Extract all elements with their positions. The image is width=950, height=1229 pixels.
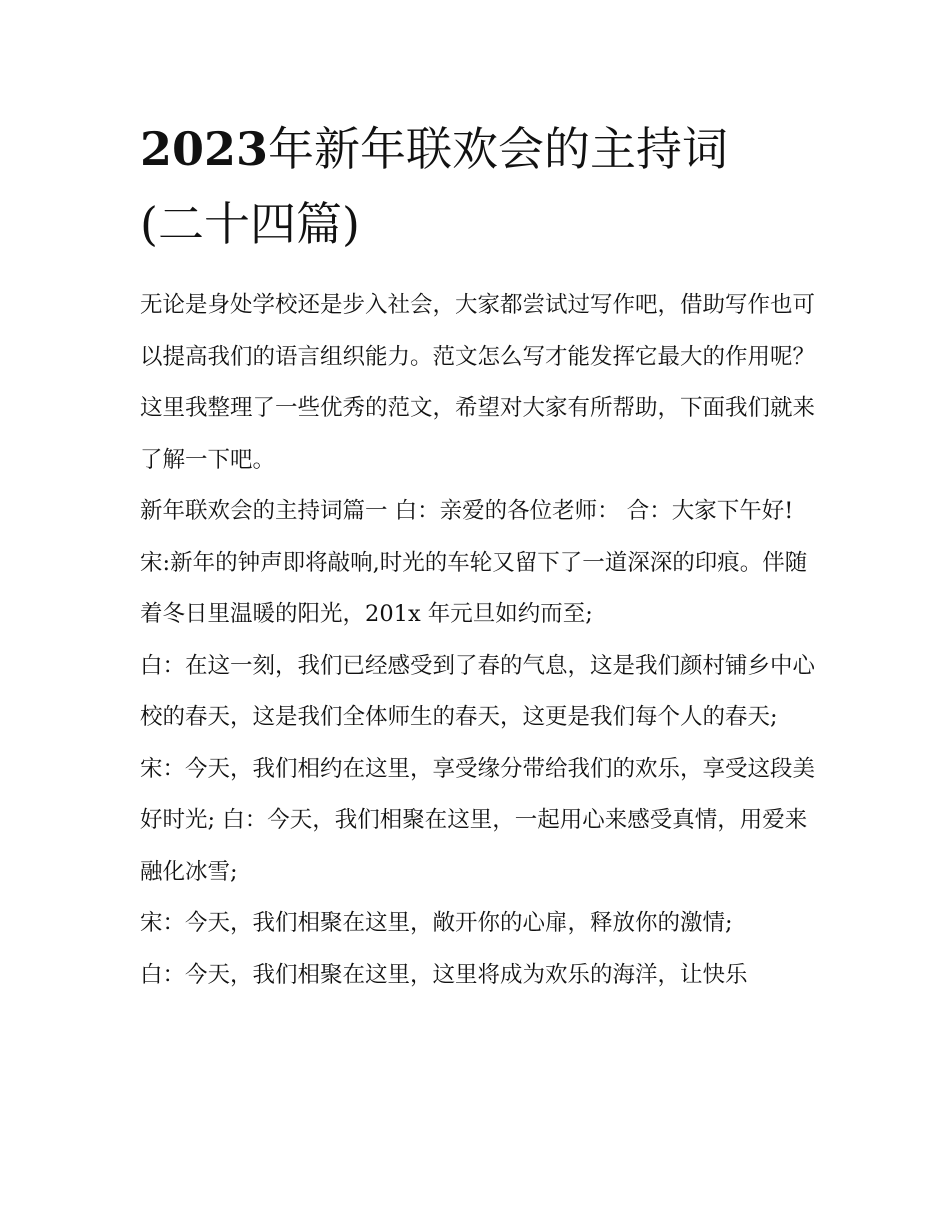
document-body [140, 280, 816, 1001]
paragraph-song-2: 宋：今天，我们相约在这里，享受缘分带给我们的欢乐，享受这段美好时光; 白：今天，我们相聚在这里，一起用心来感受真情，用爱来融化冰雪; [140, 755, 816, 885]
paragraph-bai-1: 白：在这一刻，我们已经感受到了春的气息，这是我们颜村铺乡中心校的春天，这是我们全体师生的春天，这更是我们每个人的春天; [140, 652, 816, 730]
title-year: 2023 [140, 122, 269, 176]
title-line1: 年新年联欢会的主持词 [268, 122, 729, 176]
title-line2: (二十四篇) [140, 197, 360, 251]
paragraph-song-1: 宋:新年的钟声即将敲响,时光的车轮又留下了一道深深的印痕。伴随着冬日里温暖的阳光，201x 年元旦如约而至; [140, 549, 808, 627]
paragraph-intro: 无论是身处学校还是步入社会，大家都尝试过写作吧，借助写作也可以提高我们的语言组织能力。范文怎么写才能发挥它最大的作用呢？这里我整理了一些优秀的范文，希望对大家有所帮助，下面我们就来了解一下吧。 [140, 292, 816, 473]
paragraph-bai-2: 白：今天，我们相聚在这里，这里将成为欢乐的海洋，让快乐 [140, 961, 748, 988]
document-title [140, 112, 830, 262]
paragraph-opening: 新年联欢会的主持词篇一 白：亲爱的各位老师： 合：大家下午好! [140, 498, 794, 524]
paragraph-song-3: 宋：今天，我们相聚在这里，敞开你的心扉，释放你的激情; [140, 910, 733, 936]
